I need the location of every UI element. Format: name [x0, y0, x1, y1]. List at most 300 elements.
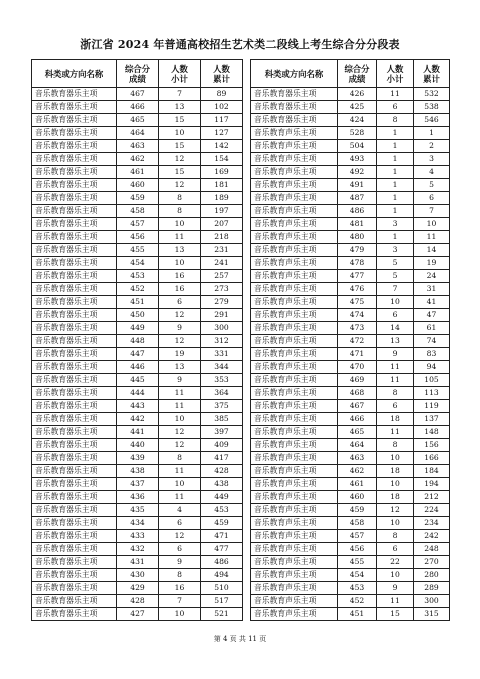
cell-name: 音乐教育器乐主项 [32, 140, 117, 153]
table-row [251, 192, 450, 205]
cell-cumulative: 538 [414, 101, 450, 114]
cell-count: 6 [377, 309, 414, 322]
cell-count: 11 [159, 400, 201, 413]
cell-name: 音乐教育器乐主项 [32, 179, 117, 192]
cell-name: 音乐教育器乐主项 [32, 257, 117, 270]
header-score [117, 60, 159, 88]
cell-score: 441 [117, 426, 159, 439]
cell-count: 12 [159, 530, 201, 543]
cell-name: 音乐教育器乐主项 [32, 504, 117, 517]
cell-cumulative: 11 [414, 231, 450, 244]
cell-count: 8 [159, 205, 201, 218]
cell-score: 459 [117, 192, 159, 205]
cell-score: 458 [117, 205, 159, 218]
table-row [32, 569, 243, 582]
cell-count: 16 [159, 270, 201, 283]
cell-name: 音乐教育器乐主项 [32, 309, 117, 322]
cell-cumulative: 3 [414, 153, 450, 166]
cell-cumulative: 10 [414, 218, 450, 231]
table-row [251, 140, 450, 153]
header-count-line1: 人数 [386, 63, 404, 74]
cell-score: 453 [117, 270, 159, 283]
table-row [32, 283, 243, 296]
cell-score: 424 [338, 114, 377, 127]
cell-name: 音乐教育声乐主项 [251, 296, 338, 309]
cell-count: 11 [159, 465, 201, 478]
cell-cumulative: 14 [414, 244, 450, 257]
header-score-line2: 成绩 [348, 73, 366, 84]
cell-score: 451 [338, 608, 377, 621]
cell-name: 音乐教育声乐主项 [251, 309, 338, 322]
cell-count: 13 [159, 244, 201, 257]
cell-count: 12 [159, 426, 201, 439]
cell-cumulative: 291 [201, 309, 243, 322]
cell-score: 474 [338, 309, 377, 322]
cell-cumulative: 105 [414, 374, 450, 387]
cell-score: 449 [117, 322, 159, 335]
table-row [32, 335, 243, 348]
cell-cumulative: 31 [414, 283, 450, 296]
header-count [377, 60, 414, 88]
cell-count: 1 [377, 153, 414, 166]
table-row [251, 556, 450, 569]
cell-name: 音乐教育声乐主项 [251, 387, 338, 400]
cell-name: 音乐教育声乐主项 [251, 218, 338, 231]
header-cumulative-line1: 人数 [423, 63, 440, 74]
header-name: 科类或方向名称 [32, 60, 117, 88]
cell-name: 音乐教育器乐主项 [32, 595, 117, 608]
cell-score: 464 [338, 439, 377, 452]
cell-score: 445 [117, 374, 159, 387]
cell-count: 1 [377, 205, 414, 218]
cell-score: 470 [338, 361, 377, 374]
cell-score: 436 [117, 491, 159, 504]
cell-name: 音乐教育器乐主项 [32, 426, 117, 439]
cell-score: 460 [117, 179, 159, 192]
cell-count: 10 [377, 478, 414, 491]
cell-name: 音乐教育器乐主项 [251, 101, 338, 114]
cell-score: 431 [117, 556, 159, 569]
table-row [32, 218, 243, 231]
cell-cumulative: 300 [414, 595, 450, 608]
cell-count: 12 [377, 504, 414, 517]
cell-cumulative: 257 [201, 270, 243, 283]
cell-name: 音乐教育器乐主项 [32, 101, 117, 114]
cell-cumulative: 148 [414, 426, 450, 439]
cell-count: 18 [377, 465, 414, 478]
cell-name: 音乐教育器乐主项 [32, 88, 117, 101]
cell-count: 18 [377, 413, 414, 426]
table-row [32, 166, 243, 179]
cell-score: 428 [117, 595, 159, 608]
cell-score: 479 [338, 244, 377, 257]
cell-score: 448 [117, 335, 159, 348]
cell-score: 461 [117, 166, 159, 179]
cell-score: 466 [117, 101, 159, 114]
cell-name: 音乐教育声乐主项 [251, 127, 338, 140]
cell-name: 音乐教育声乐主项 [251, 361, 338, 374]
cell-name: 音乐教育声乐主项 [251, 517, 338, 530]
cell-name: 音乐教育声乐主项 [251, 452, 338, 465]
cell-cumulative: 154 [201, 153, 243, 166]
header-name: 科类或方向名称 [251, 60, 338, 88]
header-score-line1: 综合分 [124, 63, 151, 74]
cell-cumulative: 212 [414, 491, 450, 504]
cell-score: 458 [338, 517, 377, 530]
cell-cumulative: 6 [414, 192, 450, 205]
header-count-line2: 小计 [386, 73, 404, 84]
cell-name: 音乐教育器乐主项 [32, 491, 117, 504]
cell-name: 音乐教育器乐主项 [32, 166, 117, 179]
cell-name: 音乐教育声乐主项 [251, 192, 338, 205]
table-row [251, 413, 450, 426]
cell-cumulative: 486 [201, 556, 243, 569]
cell-cumulative: 169 [201, 166, 243, 179]
cell-score: 444 [117, 387, 159, 400]
cell-count: 10 [377, 452, 414, 465]
cell-count: 9 [159, 374, 201, 387]
cell-name: 音乐教育器乐主项 [32, 218, 117, 231]
cell-score: 453 [338, 582, 377, 595]
cell-cumulative: 510 [201, 582, 243, 595]
cell-name: 音乐教育器乐主项 [32, 608, 117, 621]
cell-name: 音乐教育器乐主项 [32, 465, 117, 478]
table-row [251, 361, 450, 374]
cell-count: 22 [377, 556, 414, 569]
cell-name: 音乐教育器乐主项 [32, 400, 117, 413]
table-row [251, 257, 450, 270]
cell-cumulative: 353 [201, 374, 243, 387]
cell-name: 音乐教育器乐主项 [32, 569, 117, 582]
cell-cumulative: 312 [201, 335, 243, 348]
cell-name: 音乐教育声乐主项 [251, 530, 338, 543]
cell-score: 447 [117, 348, 159, 361]
cell-name: 音乐教育器乐主项 [32, 452, 117, 465]
cell-count: 11 [159, 387, 201, 400]
header-score-line2: 成绩 [129, 73, 146, 84]
cell-cumulative: 471 [201, 530, 243, 543]
table-row [32, 348, 243, 361]
score-table-left [31, 59, 243, 621]
cell-score: 450 [117, 309, 159, 322]
cell-count: 12 [159, 439, 201, 452]
table-row [32, 101, 243, 114]
cell-cumulative: 477 [201, 543, 243, 556]
cell-cumulative: 331 [201, 348, 243, 361]
table-row [251, 400, 450, 413]
cell-count: 16 [159, 283, 201, 296]
table-row [32, 88, 243, 101]
cell-cumulative: 5 [414, 179, 450, 192]
cell-count: 13 [159, 361, 201, 374]
table-row [251, 309, 450, 322]
cell-name: 音乐教育声乐主项 [251, 244, 338, 257]
cell-count: 10 [159, 257, 201, 270]
cell-cumulative: 453 [201, 504, 243, 517]
cell-score: 425 [338, 101, 377, 114]
cell-name: 音乐教育声乐主项 [251, 413, 338, 426]
table-row [251, 153, 450, 166]
cell-name: 音乐教育声乐主项 [251, 465, 338, 478]
cell-score: 492 [338, 166, 377, 179]
cell-cumulative: 532 [414, 88, 450, 101]
table-header-row [251, 60, 450, 88]
cell-cumulative: 449 [201, 491, 243, 504]
cell-name: 音乐教育器乐主项 [32, 283, 117, 296]
cell-score: 459 [338, 504, 377, 517]
cell-count: 11 [377, 374, 414, 387]
cell-score: 466 [338, 413, 377, 426]
table-row [32, 179, 243, 192]
page-number: 第 4 页 共 11 页 [213, 635, 267, 643]
cell-count: 3 [377, 244, 414, 257]
cell-cumulative: 241 [201, 257, 243, 270]
table-row [251, 582, 450, 595]
table-row [251, 569, 450, 582]
table-body-right [251, 88, 450, 621]
cell-cumulative: 181 [201, 179, 243, 192]
table-row [32, 608, 243, 621]
cell-name: 音乐教育声乐主项 [251, 205, 338, 218]
cell-name: 音乐教育声乐主项 [251, 153, 338, 166]
cell-cumulative: 156 [414, 439, 450, 452]
cell-count: 6 [159, 543, 201, 556]
table-row [251, 439, 450, 452]
cell-cumulative: 280 [414, 569, 450, 582]
cell-cumulative: 517 [201, 595, 243, 608]
cell-count: 10 [159, 478, 201, 491]
cell-score: 437 [117, 478, 159, 491]
cell-count: 13 [377, 335, 414, 348]
cell-score: 463 [338, 452, 377, 465]
cell-name: 音乐教育声乐主项 [251, 556, 338, 569]
table-row [32, 296, 243, 309]
cell-score: 464 [117, 127, 159, 140]
cell-count: 13 [159, 101, 201, 114]
cell-count: 5 [377, 270, 414, 283]
table-row [251, 88, 450, 101]
cell-cumulative: 117 [201, 114, 243, 127]
table-row [251, 608, 450, 621]
table-body-left [32, 88, 243, 621]
cell-count: 15 [159, 140, 201, 153]
cell-count: 10 [159, 413, 201, 426]
cell-score: 462 [338, 465, 377, 478]
cell-score: 430 [117, 569, 159, 582]
cell-score: 442 [117, 413, 159, 426]
cell-name: 音乐教育声乐主项 [251, 543, 338, 556]
table-row [32, 504, 243, 517]
cell-count: 8 [377, 387, 414, 400]
cell-count: 18 [377, 491, 414, 504]
table-row [251, 465, 450, 478]
cell-score: 454 [338, 569, 377, 582]
cell-name: 音乐教育器乐主项 [251, 114, 338, 127]
cell-cumulative: 409 [201, 439, 243, 452]
cell-count: 4 [159, 504, 201, 517]
cell-score: 487 [338, 192, 377, 205]
cell-cumulative: 438 [201, 478, 243, 491]
cell-cumulative: 89 [201, 88, 243, 101]
cell-name: 音乐教育声乐主项 [251, 400, 338, 413]
cell-name: 音乐教育器乐主项 [32, 361, 117, 374]
cell-cumulative: 546 [414, 114, 450, 127]
table-row [32, 517, 243, 530]
cell-score: 455 [338, 556, 377, 569]
cell-cumulative: 300 [201, 322, 243, 335]
cell-score: 480 [338, 231, 377, 244]
cell-count: 11 [377, 361, 414, 374]
cell-name: 音乐教育器乐主项 [32, 556, 117, 569]
table-row [251, 478, 450, 491]
cell-cumulative: 41 [414, 296, 450, 309]
cell-cumulative: 279 [201, 296, 243, 309]
cell-cumulative: 207 [201, 218, 243, 231]
table-row [32, 153, 243, 166]
table-row [32, 387, 243, 400]
cell-name: 音乐教育声乐主项 [251, 283, 338, 296]
table-row [32, 374, 243, 387]
cell-score: 439 [117, 452, 159, 465]
cell-score: 467 [117, 88, 159, 101]
cell-count: 6 [377, 101, 414, 114]
cell-count: 15 [377, 608, 414, 621]
cell-cumulative: 375 [201, 400, 243, 413]
cell-score: 493 [338, 153, 377, 166]
header-cumulative [201, 60, 243, 88]
cell-count: 14 [377, 322, 414, 335]
header-score [338, 60, 377, 88]
table-row [32, 426, 243, 439]
cell-score: 434 [117, 517, 159, 530]
cell-count: 15 [159, 114, 201, 127]
cell-score: 467 [338, 400, 377, 413]
cell-cumulative: 521 [201, 608, 243, 621]
cell-score: 457 [117, 218, 159, 231]
table-row [251, 270, 450, 283]
cell-count: 8 [377, 114, 414, 127]
cell-name: 音乐教育器乐主项 [32, 582, 117, 595]
table-header-row [32, 60, 243, 88]
cell-cumulative: 385 [201, 413, 243, 426]
cell-score: 471 [338, 348, 377, 361]
table-row [32, 491, 243, 504]
cell-score: 435 [117, 504, 159, 517]
cell-score: 451 [117, 296, 159, 309]
table-row [251, 127, 450, 140]
cell-count: 8 [377, 530, 414, 543]
cell-name: 音乐教育器乐主项 [32, 270, 117, 283]
table-row [251, 491, 450, 504]
cell-score: 528 [338, 127, 377, 140]
cell-score: 456 [338, 543, 377, 556]
cell-name: 音乐教育声乐主项 [251, 348, 338, 361]
cell-name: 音乐教育器乐主项 [32, 114, 117, 127]
table-row [32, 400, 243, 413]
cell-name: 音乐教育器乐主项 [32, 530, 117, 543]
cell-count: 11 [159, 231, 201, 244]
cell-count: 6 [377, 400, 414, 413]
cell-cumulative: 74 [414, 335, 450, 348]
cell-count: 16 [159, 582, 201, 595]
table-row [32, 530, 243, 543]
cell-name: 音乐教育器乐主项 [32, 322, 117, 335]
cell-score: 477 [338, 270, 377, 283]
header-count-line1: 人数 [171, 63, 188, 74]
cell-count: 3 [377, 218, 414, 231]
table-row [32, 192, 243, 205]
header-count-line2: 小计 [171, 73, 188, 84]
cell-count: 9 [159, 322, 201, 335]
cell-cumulative: 2 [414, 140, 450, 153]
cell-cumulative: 119 [414, 400, 450, 413]
cell-score: 465 [338, 426, 377, 439]
cell-count: 12 [159, 179, 201, 192]
cell-cumulative: 273 [201, 283, 243, 296]
cell-score: 426 [338, 88, 377, 101]
cell-count: 9 [377, 582, 414, 595]
table-row [32, 556, 243, 569]
cell-cumulative: 218 [201, 231, 243, 244]
cell-score: 429 [117, 582, 159, 595]
cell-score: 455 [117, 244, 159, 257]
cell-cumulative: 166 [414, 452, 450, 465]
cell-count: 12 [159, 309, 201, 322]
cell-count: 12 [159, 153, 201, 166]
cell-score: 463 [117, 140, 159, 153]
cell-name: 音乐教育器乐主项 [32, 413, 117, 426]
table-row [251, 543, 450, 556]
cell-cumulative: 397 [201, 426, 243, 439]
cell-cumulative: 289 [414, 582, 450, 595]
cell-count: 8 [377, 439, 414, 452]
cell-count: 11 [159, 491, 201, 504]
cell-score: 478 [338, 257, 377, 270]
cell-count: 6 [377, 543, 414, 556]
cell-cumulative: 270 [414, 556, 450, 569]
cell-score: 443 [117, 400, 159, 413]
cell-name: 音乐教育器乐主项 [32, 517, 117, 530]
cell-score: 446 [117, 361, 159, 374]
table-row [251, 166, 450, 179]
table-row [251, 335, 450, 348]
cell-score: 438 [117, 465, 159, 478]
cell-name: 音乐教育声乐主项 [251, 140, 338, 153]
cell-name: 音乐教育器乐主项 [32, 244, 117, 257]
table-row [251, 179, 450, 192]
table-row [32, 361, 243, 374]
cell-name: 音乐教育声乐主项 [251, 374, 338, 387]
cell-count: 10 [377, 569, 414, 582]
table-row [251, 452, 450, 465]
cell-score: 433 [117, 530, 159, 543]
cell-cumulative: 194 [414, 478, 450, 491]
cell-cumulative: 47 [414, 309, 450, 322]
cell-name: 音乐教育声乐主项 [251, 439, 338, 452]
cell-count: 10 [377, 296, 414, 309]
cell-cumulative: 315 [414, 608, 450, 621]
cell-count: 11 [377, 595, 414, 608]
table-row [251, 374, 450, 387]
cell-name: 音乐教育声乐主项 [251, 270, 338, 283]
page-title: 浙江省 2024 年普通高校招生艺术类二段线上考生综合分分段表 [80, 38, 400, 51]
table-row [251, 530, 450, 543]
cell-cumulative: 24 [414, 270, 450, 283]
cell-score: 440 [117, 439, 159, 452]
table-row [32, 114, 243, 127]
cell-name: 音乐教育器乐主项 [32, 543, 117, 556]
table-row [32, 439, 243, 452]
